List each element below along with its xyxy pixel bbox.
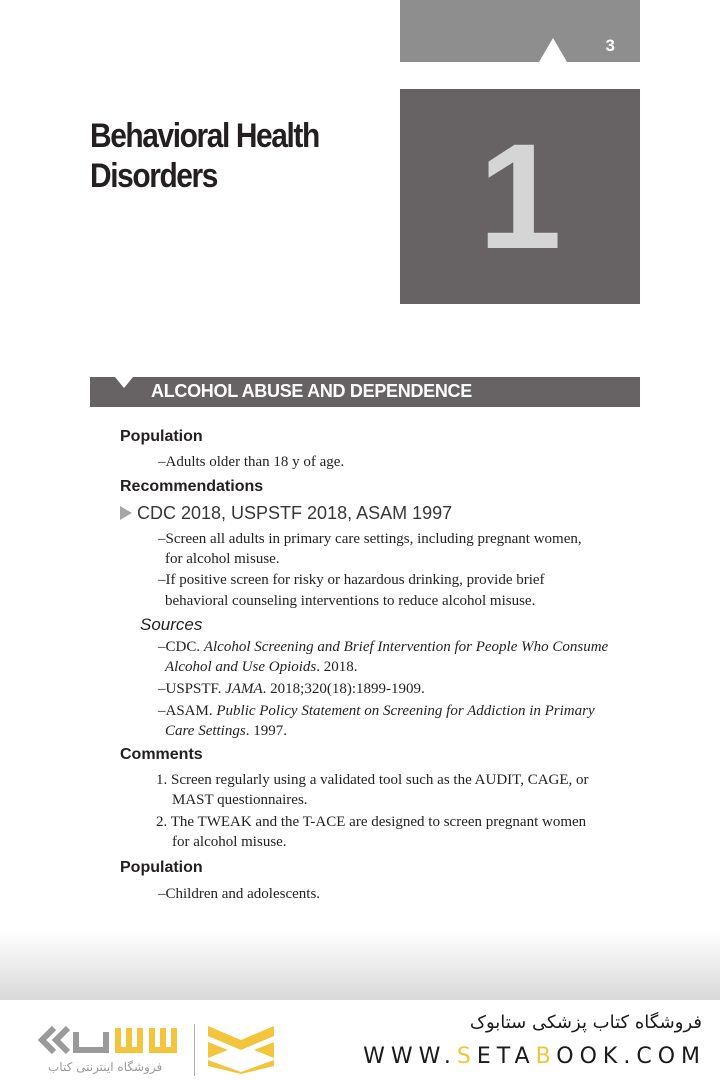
tab-notch bbox=[539, 38, 567, 62]
section-header-bar bbox=[90, 377, 640, 407]
source-item-cont: Care Settings. 1997. bbox=[165, 723, 287, 739]
recommendation-item-cont: behavioral counseling interventions to reduce alcohol misuse. bbox=[165, 593, 536, 609]
chapter-number-box bbox=[400, 89, 640, 304]
source-item-cont: Alcohol and Use Opioids. 2018. bbox=[165, 659, 358, 675]
source-item: –CDC. Alcohol Screening and Brief Intervention for People Who Consume bbox=[158, 639, 609, 655]
population-item: –Adults older than 18 y of age. bbox=[158, 454, 345, 470]
section-notch bbox=[115, 377, 133, 388]
recommendation-item: –If positive screen for risky or hazardous drinking, provide brief bbox=[158, 572, 545, 588]
comment-item: 2. The TWEAK and the T-ACE are designed to screen pregnant women bbox=[156, 814, 587, 830]
triangle-bullet-icon bbox=[120, 506, 132, 520]
section-title: ALCOHOL ABUSE AND DEPENDENCE bbox=[151, 381, 472, 401]
recommendations-heading: Recommendations bbox=[120, 478, 264, 495]
recommendation-item: –Screen all adults in primary care settings, including pregnant women, bbox=[158, 531, 582, 547]
logo-divider bbox=[194, 1024, 195, 1076]
footer-shadow bbox=[0, 930, 720, 1000]
comment-item-cont: for alcohol misuse. bbox=[172, 834, 287, 850]
source-item: –USPSTF. JAMA. 2018;320(18):1899-1909. bbox=[158, 681, 425, 697]
logo-subtitle: فروشگاه اینترنتی کتاب bbox=[48, 1060, 163, 1074]
page-number: 3 bbox=[605, 36, 615, 55]
chapter-title: Behavioral Health Disorders bbox=[90, 117, 319, 195]
recommendation-item-cont: for alcohol misuse. bbox=[165, 551, 280, 567]
population-heading: Population bbox=[120, 428, 203, 445]
website-url[interactable]: WWW.SETABOOK.COM bbox=[363, 1044, 706, 1069]
recommendation-source-line: CDC 2018, USPSTF 2018, ASAM 1997 bbox=[120, 503, 452, 524]
store-name: فروشگاه کتاب پزشکی ستابوک bbox=[469, 1012, 702, 1033]
comment-item: 1. Screen regularly using a validated tool such as the AUDIT, CAGE, or bbox=[156, 772, 589, 788]
sources-heading: Sources bbox=[140, 615, 203, 634]
population-item-2: –Children and adolescents. bbox=[158, 886, 321, 902]
setabook-logo-icon bbox=[36, 1020, 186, 1060]
source-item: –ASAM. Public Policy Statement on Screening for Addiction in Primary bbox=[158, 703, 595, 719]
setabook-chevron-icon bbox=[206, 1024, 276, 1079]
comment-item-cont: MAST questionnaires. bbox=[172, 792, 308, 808]
chapter-number: 1 bbox=[478, 112, 562, 280]
population-heading-2: Population bbox=[120, 859, 203, 876]
comments-heading: Comments bbox=[120, 746, 203, 763]
footer-banner bbox=[0, 1000, 720, 1080]
page-number-tab bbox=[400, 0, 640, 62]
